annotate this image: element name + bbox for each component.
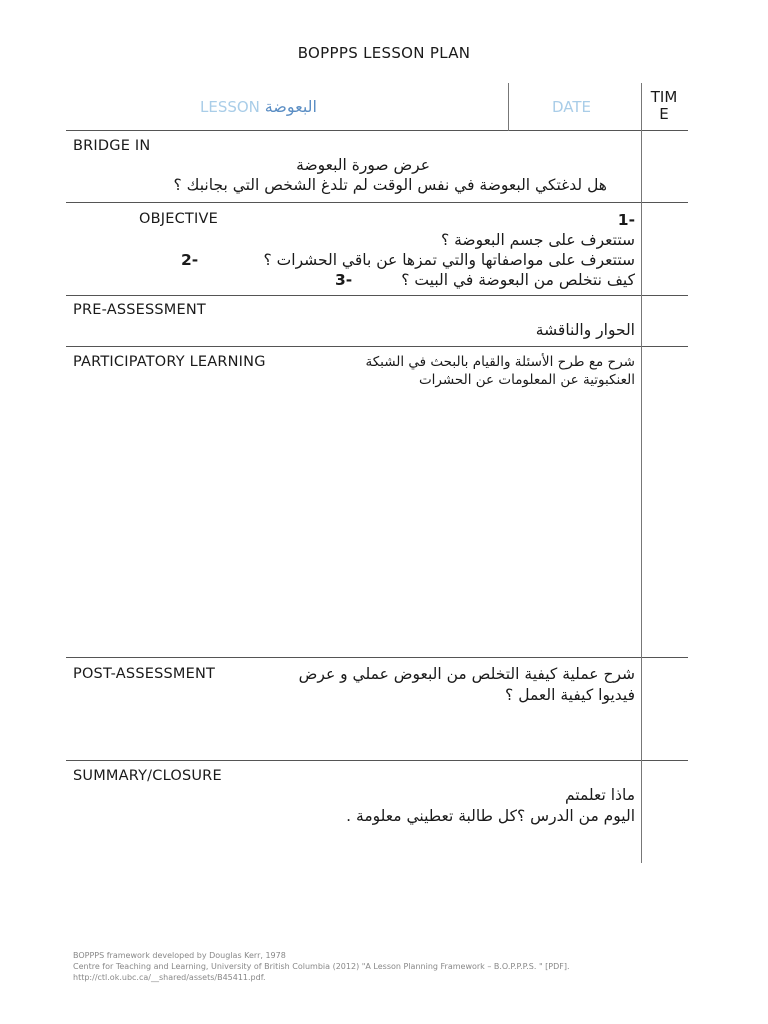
post-assessment-label: POST-ASSESSMENT [73, 666, 216, 682]
time-label-line2: E [659, 105, 669, 123]
date-label: DATE [552, 98, 592, 116]
lesson-field [200, 97, 380, 116]
participatory-line2: العنكبوتية عن المعلومات عن الحشرات [418, 372, 635, 388]
lesson-value: البعوضة [264, 97, 317, 116]
objective-label: OBJECTIVE [139, 211, 218, 227]
divider-lesson-date [508, 83, 509, 131]
footer-line2: Centre for Teaching and Learning, University of British Columbia (2012) "A Lesson Planning Framework – B.O.P.P.P.S. " [PDF]. [73, 962, 570, 971]
participatory-line1: شرح مع طرح الأسئلة والقيام بالبحث في الشبكة [365, 354, 635, 370]
divider-header-bottom [66, 130, 688, 131]
objective-line3: كيف نتخلص من البعوضة في البيت ؟ [401, 271, 635, 289]
bridge-in-line1: عرض صورة البعوضة [296, 156, 430, 174]
bridge-in-label: BRIDGE IN [73, 138, 151, 154]
footer-line1: BOPPPS framework developed by Douglas Kerr, 1978 [73, 951, 286, 960]
divider-post-bottom [66, 760, 688, 761]
objective-line2: ستتعرف على مواصفاتها والتي تمزها عن باقي الحشرات ؟ [263, 251, 635, 269]
divider-time-column [641, 83, 642, 863]
objective-num1: 1- [617, 211, 635, 229]
objective-num3: 3- [335, 271, 353, 289]
time-label [644, 89, 684, 123]
objective-num2: 2- [181, 251, 199, 269]
footer-citation [73, 950, 570, 983]
divider-objective-bottom [66, 295, 688, 296]
page-title: BOPPPS LESSON PLAN [297, 44, 471, 62]
summary-line1: ماذا تعلمتم [564, 786, 635, 804]
divider-pre-bottom [66, 346, 688, 347]
bridge-in-line2: هل لدغتكي البعوضة في نفس الوقت لم تلدغ الشخص التي بجانبك ؟ [173, 176, 607, 194]
pre-assessment-label: PRE-ASSESSMENT [73, 302, 206, 318]
divider-participatory-bottom [66, 657, 688, 658]
footer-line3: http://ctl.ok.ubc.ca/__shared/assets/B45411.pdf. [73, 973, 266, 982]
lesson-label: LESSON [200, 98, 260, 116]
pre-assessment-line1: الحوار والناقشة [535, 321, 635, 339]
time-label-line1: TIM [650, 88, 678, 106]
participatory-learning-label: PARTICIPATORY LEARNING [73, 354, 266, 370]
divider-bridge-bottom [66, 202, 688, 203]
summary-closure-label: SUMMARY/CLOSURE [73, 768, 222, 784]
post-assessment-line2: فيديوا كيفية العمل ؟ [505, 686, 635, 704]
post-assessment-line1: شرح عملية كيفية التخلص من البعوض عملي و عرض [298, 665, 635, 683]
summary-line2: اليوم من الدرس ؟كل طالبة تعطيني معلومة . [346, 807, 635, 825]
objective-line1: ستتعرف على جسم البعوضة ؟ [440, 231, 635, 249]
